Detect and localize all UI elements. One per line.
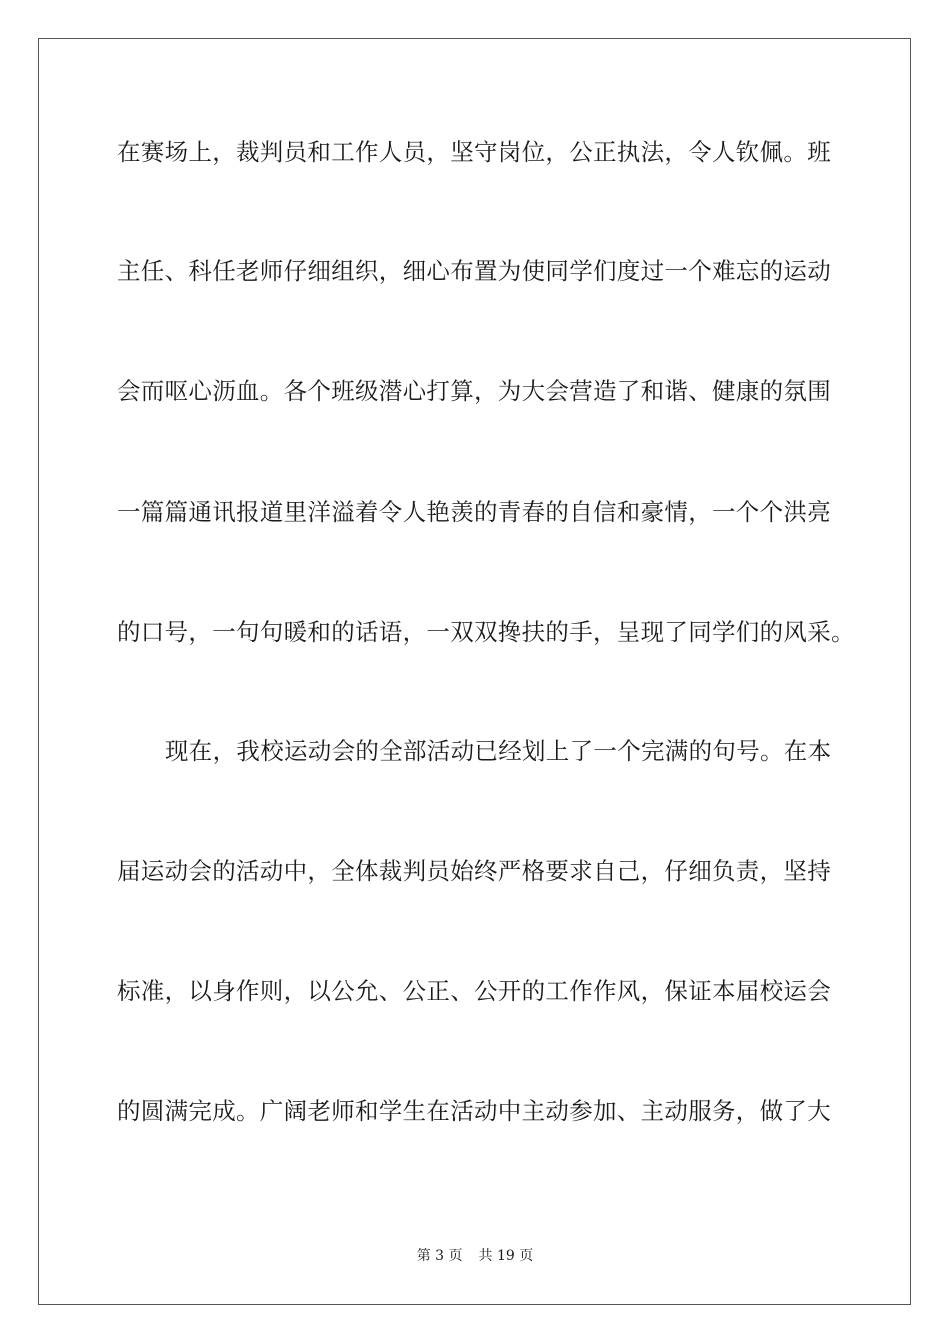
- text-line: 会而呕心沥血。各个班级潜心打算，为大会营造了和谐、健康的氛围: [117, 377, 831, 405]
- text-line: 主任、科任老师仔细组织，细心布置为使同学们度过一个难忘的运动: [117, 257, 831, 285]
- text-line: 的口号，一句句暖和的话语，一双双搀扶的手，呈现了同学们的风采。: [117, 618, 855, 646]
- text-line: 的圆满完成。广阔老师和学生在活动中主动参加、主动服务，做了大: [117, 1097, 831, 1125]
- text-line: 一篇篇通讯报道里洋溢着令人艳羡的青春的自信和豪情，一个个洪亮: [117, 498, 831, 526]
- text-line: 在赛场上，裁判员和工作人员，坚守岗位，公正执法，令人钦佩。班: [117, 138, 831, 166]
- paragraph-first-line: 现在，我校运动会的全部活动已经划上了一个完满的句号。在本: [165, 737, 832, 765]
- page-number: 第 3 页: [416, 1248, 463, 1264]
- page-total: 共 19 页: [478, 1248, 534, 1264]
- text-line: 届运动会的活动中，全体裁判员始终严格要求自己，仔细负责，坚持: [117, 857, 831, 885]
- page-footer: [0, 1246, 950, 1266]
- text-line: 标准，以身作则，以公允、公正、公开的工作作风，保证本届校运会: [117, 977, 831, 1005]
